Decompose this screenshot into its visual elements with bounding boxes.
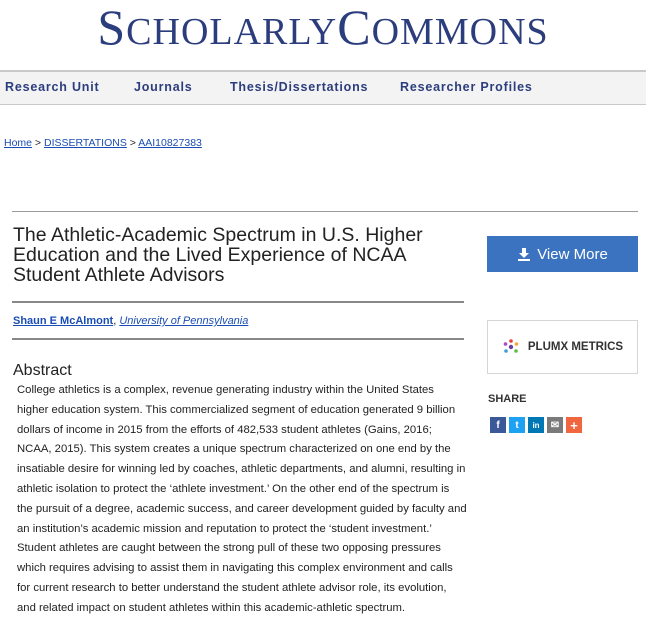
breadcrumb-separator: > (32, 137, 44, 149)
page-title: The Athletic-Academic Spectrum in U.S. Higher Education and the Lived Experience of NCAA Student Athlete Advisors (13, 224, 423, 286)
view-more-label: View More (537, 245, 608, 263)
breadcrumb (4, 137, 202, 149)
plumx-label: PLUMX METRICS (527, 341, 624, 353)
logo-commons: OMMONS (371, 11, 549, 53)
facebook-icon[interactable]: f (490, 417, 506, 433)
breadcrumb-dissertations[interactable]: DISSERTATIONS (43, 137, 127, 149)
breadcrumb-separator: > (126, 137, 139, 149)
more-share-icon[interactable]: + (566, 417, 582, 433)
breadcrumb-item[interactable]: AAI10827383 (138, 137, 202, 149)
logo-letter-s: S (97, 0, 127, 55)
nav-thesis-dissertations[interactable]: Thesis/Dissertations (230, 80, 369, 94)
divider (12, 211, 638, 212)
logo-scholarly: CHOLARLY (126, 11, 338, 53)
abstract-heading: Abstract (13, 362, 72, 379)
share-heading: SHARE (488, 393, 527, 405)
plumx-icon (502, 338, 520, 356)
nav-journals[interactable]: Journals (134, 80, 193, 94)
twitter-icon[interactable]: t (509, 417, 525, 433)
main-nav (0, 70, 646, 105)
institution-link[interactable]: University of Pennsylvania (119, 315, 249, 327)
download-icon (517, 247, 531, 261)
divider (12, 301, 464, 303)
logo-letter-c: C (337, 0, 372, 55)
share-icons (490, 417, 582, 433)
abstract-text: College athletics is a complex, revenue generating industry within the United States higher education system. This commercialized segment of education generated 9 billion dollars of income in 2015 from the efforts of 482,533 student athletes (Gains, 2016; NCAA, 2015). This system creates a unique spectrum characterized on one end by the insatiable desire for winning led by coaches, athletic departments, and alumni, resulting in athletic isolation to protect the ‘athlete investment.’ On the other end of the spectrum is the pursuit of a degree, academic success, and career development guided by faculty and an institution’s academic mission and reputation to protect the ‘student investment.’ Student athletes are caught between the strong pull of these two opposing pressures which requires advising to assist them in navigating this complex environment and calls for current research to better understand the student athlete advisor role, its evolution, and related impact on student athletes within this academic-athletic spectrum. (17, 384, 467, 614)
plumx-metrics-widget[interactable] (487, 320, 638, 374)
breadcrumb-home[interactable]: Home (4, 137, 33, 149)
author-line (13, 315, 248, 327)
nav-researcher-profiles[interactable]: Researcher Profiles (400, 80, 533, 94)
view-more-button[interactable] (487, 236, 638, 272)
divider (12, 338, 464, 340)
author-link[interactable]: Shaun E McAlmont (13, 315, 114, 327)
author-separator: , (113, 315, 120, 327)
email-icon[interactable]: ✉ (547, 417, 563, 433)
site-logo[interactable] (0, 0, 646, 62)
linkedin-icon[interactable]: in (528, 417, 544, 433)
nav-research-unit[interactable]: Research Unit (5, 80, 100, 94)
